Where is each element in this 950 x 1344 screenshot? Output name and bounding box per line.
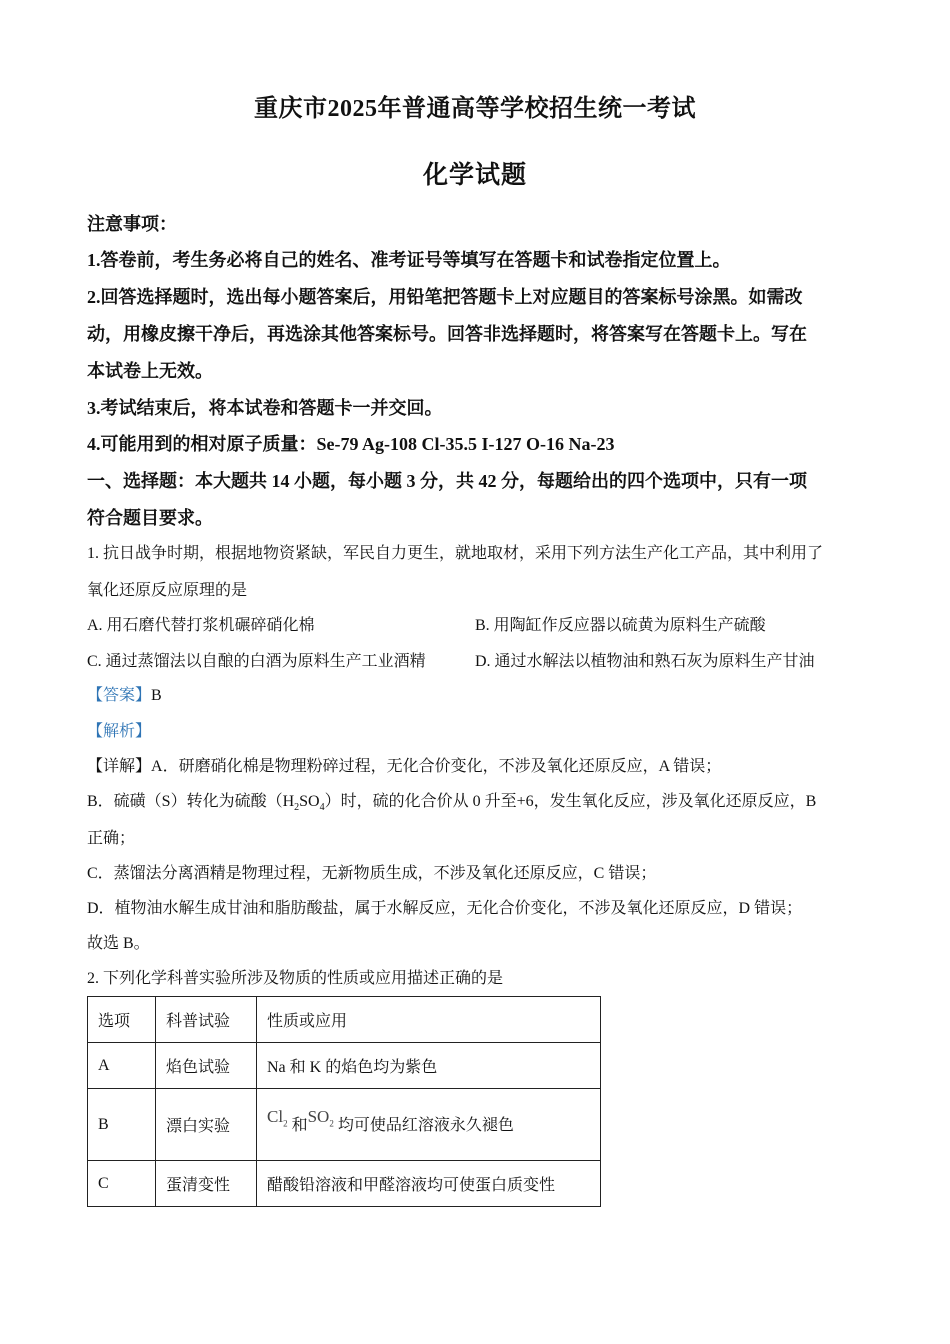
q1-conclusion: 故选 B。 — [87, 935, 150, 952]
notice-item-3: 3.考试结束后，将本试卷和答题卡一并交回。 — [87, 398, 443, 418]
section-heading-line-1: 一、选择题：本大题共 14 小题，每小题 3 分，共 42 分，每题给出的四个选项中，只有一项 — [87, 471, 807, 491]
analysis-tag: 【解析】 — [87, 723, 152, 740]
table-cell-experiment: 焰色试验 — [156, 1043, 257, 1089]
exam-subject: 化学试题 — [422, 162, 527, 189]
table-cell-experiment: 蛋清变性 — [156, 1161, 257, 1207]
table-cell-option: A — [88, 1043, 156, 1089]
table-cell-option: C — [88, 1161, 156, 1207]
chem-formula-cl2: $Cl_2$ — [267, 1107, 288, 1129]
notice-item-2-line-1: 2.回答选择题时，选出每小题答案后，用铅笔把答题卡上对应题目的答案标号涂黑。如需改 — [87, 287, 803, 307]
notice-heading: 注意事项： — [87, 214, 177, 234]
table-cell-experiment: 漂白实验 — [156, 1089, 257, 1161]
q1-stem-line-2: 氧化还原反应原理的是 — [87, 582, 248, 599]
notice-item-2-line-2: 动，用橡皮擦干净后，再选涂其他答案标号。回答非选择题时，将答案写在答题卡上。写在 — [87, 324, 807, 344]
q1-detail-c: C．蒸馏法分离酒精是物理过程，无新物质生成，不涉及氧化还原反应，C 错误； — [87, 865, 657, 882]
q1-detail-d: D．植物油水解生成甘油和脂肪酸盐，属于水解反应，无化合价变化，不涉及氧化还原反应，D 错误； — [87, 900, 803, 917]
q1-option-c: C. 通过蒸馏法以自酿的白酒为原料生产工业酒精 — [87, 653, 426, 670]
q1-stem-line-1: 1. 抗日战争时期，根据地物资紧缺，军民自力更生，就地取材，采用下列方法生产化工产品，其中利用了 — [87, 545, 824, 562]
table-row — [88, 1161, 601, 1207]
table-cell-description: Na 和 K 的焰色均为紫色 — [257, 1043, 601, 1089]
notice-item-1: 1.答卷前，考生务必将自己的姓名、准考证号等填写在答题卡和试卷指定位置上。 — [87, 250, 731, 270]
table-header-cell: 性质或应用 — [257, 997, 601, 1043]
q1-answer — [87, 682, 867, 705]
notice-item-4: 4.可能用到的相对原子质量：Se-79 Ag-108 Cl-35.5 I-127 O-16 Na-23 — [87, 434, 615, 454]
table-cell-description: $Cl_2$ 和$SO_2$ 均可使品红溶液永久褪色 — [257, 1089, 601, 1161]
q1-option-d: D. 通过水解法以植物油和熟石灰为原料生产甘油 — [475, 653, 815, 670]
chem-formula-so2: $SO_2$ — [307, 1107, 334, 1129]
q1-detail-a: 【详解】A．研磨硝化棉是物理粉碎过程，无化合价变化，不涉及氧化还原反应，A 错误； — [87, 758, 722, 775]
answer-value: B — [151, 687, 162, 704]
q1-detail-b-line-2: 正确； — [87, 830, 136, 847]
detail-tag: 【详解】 — [87, 758, 152, 775]
q1-option-b: B. 用陶缸作反应器以硫黄为原料生产硫酸 — [475, 617, 766, 634]
q2-stem: 2. 下列化学科普实验所涉及物质的性质或应用描述正确的是 — [87, 970, 504, 987]
table-row — [88, 1043, 601, 1089]
table-header-cell: 选项 — [88, 997, 156, 1043]
table-cell-description: 醋酸铅溶液和甲醛溶液均可使蛋白质变性 — [257, 1161, 601, 1207]
notice-item-2-line-3: 本试卷上无效。 — [87, 361, 213, 381]
q1-detail-b: B．硫磺（S）转化为硫酸$(H_2SO_4)$时，硫的化合价从 0 升至+6，发生氧化反应，涉及氧化还原反应，B — [87, 793, 817, 814]
exam-title: 重庆市2025年普通高等学校招生统一考试 — [254, 96, 696, 122]
answer-tag: 【答案】 — [87, 687, 152, 704]
table-header-row — [88, 997, 601, 1043]
table-cell-option: B — [88, 1089, 156, 1161]
q1-option-a: A. 用石磨代替打浆机碾碎硝化棉 — [87, 617, 315, 634]
table-row — [88, 1089, 601, 1161]
table-header-cell: 科普试验 — [156, 997, 257, 1043]
q2-table — [87, 996, 601, 1207]
section-heading-line-2: 符合题目要求。 — [87, 508, 213, 528]
